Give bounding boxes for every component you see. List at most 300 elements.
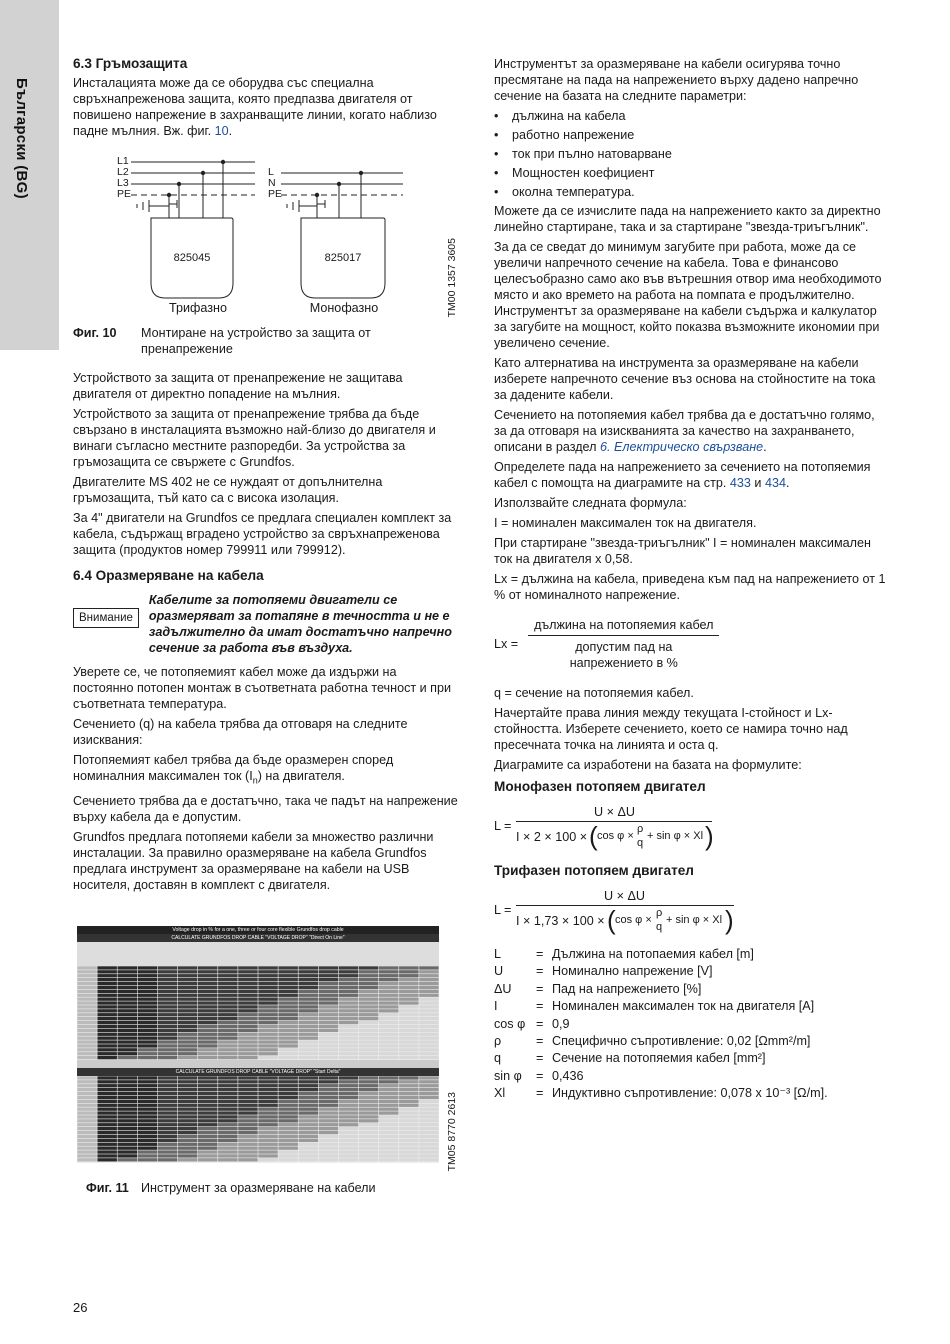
spreadsheet-cell	[238, 1048, 258, 1051]
spreadsheet-cell	[218, 1029, 238, 1032]
spreadsheet-cell	[158, 986, 178, 989]
spreadsheet-cell	[77, 1154, 97, 1157]
spreadsheet-cell	[238, 994, 258, 997]
spreadsheet-cell	[299, 1158, 319, 1161]
spreadsheet-cell	[138, 1013, 158, 1016]
spreadsheet-cell	[299, 1123, 319, 1126]
spreadsheet-cell	[218, 1092, 238, 1095]
spreadsheet-cell	[218, 1009, 238, 1012]
spreadsheet-cell	[258, 1119, 278, 1122]
spreadsheet-cell	[218, 1017, 238, 1020]
list-item: • Мощностен коефициент	[494, 165, 886, 181]
spreadsheet-cell	[278, 1080, 298, 1083]
spreadsheet-cell	[238, 1111, 258, 1114]
definition-eq: =	[536, 1033, 544, 1048]
spreadsheet-cell	[359, 1100, 379, 1103]
spreadsheet-cell	[238, 1135, 258, 1138]
spreadsheet-cell	[419, 1048, 439, 1051]
spreadsheet-cell	[258, 1135, 278, 1138]
spreadsheet-cell	[238, 1076, 258, 1079]
spreadsheet-cell	[319, 1076, 339, 1079]
spreadsheet-cell	[319, 1123, 339, 1126]
spreadsheet-cell	[138, 1044, 158, 1047]
spreadsheet-cell	[299, 970, 319, 973]
spreadsheet-cell	[319, 1135, 339, 1138]
spreadsheet-cell	[339, 1029, 359, 1032]
spreadsheet-cell	[138, 1150, 158, 1153]
spreadsheet-cell	[339, 1139, 359, 1142]
spreadsheet-cell	[359, 1009, 379, 1012]
spreadsheet-cell	[399, 1115, 419, 1118]
spreadsheet-cell	[299, 1013, 319, 1016]
spreadsheet-cell	[258, 1056, 278, 1059]
spreadsheet-cell	[77, 1108, 97, 1111]
definition-eq: =	[536, 964, 544, 979]
definition-eq: =	[536, 1068, 544, 1083]
sizing-tool-dol-title: CALCULATE GRUNDFOS DROP CABLE "VOLTAGE DROP" "Direct On Line"	[171, 935, 345, 941]
spreadsheet-cell	[198, 1088, 218, 1091]
spreadsheet-cell	[118, 1005, 138, 1008]
spreadsheet-cell	[379, 1143, 399, 1146]
figure-11-sizing-tool	[77, 926, 439, 1163]
spreadsheet-cell	[238, 1123, 258, 1126]
spreadsheet-cell	[399, 1131, 419, 1134]
spreadsheet-cell	[138, 1143, 158, 1146]
spreadsheet-cell	[258, 1131, 278, 1134]
spreadsheet-cell	[299, 1096, 319, 1099]
spreadsheet-cell	[97, 1005, 117, 1008]
spreadsheet-cell	[319, 1013, 339, 1016]
spreadsheet-cell	[118, 974, 138, 977]
spreadsheet-cell	[198, 970, 218, 973]
spreadsheet-cell	[238, 1143, 258, 1146]
spreadsheet-cell	[97, 990, 117, 993]
spreadsheet-cell	[379, 1139, 399, 1142]
spreadsheet-cell	[118, 1154, 138, 1157]
spreadsheet-cell	[77, 1135, 97, 1138]
spreadsheet-cell	[158, 1033, 178, 1036]
spreadsheet-cell	[158, 1029, 178, 1032]
spreadsheet-cell	[299, 1076, 319, 1079]
spreadsheet-cell	[299, 1131, 319, 1134]
spreadsheet-cell	[339, 1147, 359, 1150]
spreadsheet-cell	[379, 1150, 399, 1153]
spreadsheet-cell	[359, 978, 379, 981]
page-434-link[interactable]: 434	[764, 476, 786, 490]
spreadsheet-cell	[218, 966, 238, 969]
dol-input-area	[77, 942, 439, 966]
fig-10-link[interactable]: 10	[214, 124, 229, 138]
spreadsheet-cell	[218, 986, 238, 989]
spreadsheet-cell	[419, 1088, 439, 1091]
spreadsheet-cell	[77, 1147, 97, 1150]
spreadsheet-cell	[258, 986, 278, 989]
spreadsheet-cell	[319, 1092, 339, 1095]
spreadsheet-cell	[198, 1037, 218, 1040]
spreadsheet-cell	[97, 986, 117, 989]
spreadsheet-cell	[399, 1119, 419, 1122]
spreadsheet-cell	[379, 974, 399, 977]
section-6-4-title: 6.4 Оразмеряване на кабела	[73, 568, 264, 583]
spreadsheet-cell	[359, 1147, 379, 1150]
spreadsheet-cell	[77, 1025, 97, 1028]
spreadsheet-cell	[319, 1139, 339, 1142]
spreadsheet-cell	[339, 994, 359, 997]
spreadsheet-cell	[278, 1104, 298, 1107]
spreadsheet-cell	[218, 990, 238, 993]
spreadsheet-cell	[379, 1052, 399, 1055]
paragraph-voltage-drop: Сечението трябва да е достатъчно, така че падът на напрежение върху кабела да е допустим.	[73, 793, 458, 824]
label-l3: L3	[117, 177, 129, 189]
label-l1: L1	[117, 155, 129, 167]
spreadsheet-cell	[178, 970, 198, 973]
definition-txt: Сечение на потопяемия кабел [mm²]	[552, 1051, 766, 1066]
spreadsheet-cell	[218, 1131, 238, 1134]
spreadsheet-cell	[158, 1143, 178, 1146]
spreadsheet-cell	[97, 1139, 117, 1142]
spreadsheet-cell	[319, 1100, 339, 1103]
spreadsheet-cell	[359, 1080, 379, 1083]
spreadsheet-cell	[238, 1096, 258, 1099]
spreadsheet-cell	[319, 978, 339, 981]
spreadsheet-cell	[158, 1037, 178, 1040]
spreadsheet-cell	[419, 982, 439, 985]
spreadsheet-cell	[419, 1115, 439, 1118]
spreadsheet-cell	[278, 982, 298, 985]
figure-11-caption	[86, 1180, 376, 1196]
spreadsheet-cell	[379, 1158, 399, 1161]
warning-text: Кабелите за потопяеми двигатели се оразмеряват за потапяне в течността и не е задължително да имат достатъчно напречно сечение за работа във въздуха.	[148, 593, 452, 655]
spreadsheet-cell	[339, 1052, 359, 1055]
spreadsheet-cell	[178, 1076, 198, 1079]
spreadsheet-cell	[138, 1088, 158, 1091]
spreadsheet-cell	[77, 1056, 97, 1059]
spreadsheet-cell	[178, 1108, 198, 1111]
spreadsheet-cell	[138, 1123, 158, 1126]
spreadsheet-cell	[198, 1021, 218, 1024]
spreadsheet-cell	[258, 1025, 278, 1028]
spreadsheet-cell	[138, 1135, 158, 1138]
definition-sym: U	[494, 964, 504, 979]
spreadsheet-cell	[158, 1135, 178, 1138]
spreadsheet-cell	[258, 1021, 278, 1024]
definition-txt: Индуктивно съпротивление: 0,078 x 10⁻³ [Ω/m].	[552, 1086, 828, 1101]
spreadsheet-cell	[419, 1013, 439, 1016]
paragraph-cable-withstand: Уверете се, че потопяемият кабел може да издържи на постоянно потопен монтаж в съответната работна течност и при съответната температура.	[73, 665, 452, 711]
spreadsheet-cell	[77, 1040, 97, 1043]
definition-row	[494, 982, 828, 999]
spreadsheet-cell	[238, 1127, 258, 1130]
spreadsheet-cell	[178, 982, 198, 985]
spreadsheet-cell	[379, 1147, 399, 1150]
spreadsheet-cell	[399, 982, 419, 985]
spreadsheet-cell	[339, 1017, 359, 1020]
spreadsheet-cell	[238, 1001, 258, 1004]
spreadsheet-cell	[399, 1111, 419, 1114]
spreadsheet-cell	[118, 970, 138, 973]
spreadsheet-cell	[178, 1040, 198, 1043]
paragraph-diagrams-based: Диаграмите са изработени на базата на формулите:	[494, 758, 802, 772]
spreadsheet-cell	[258, 1127, 278, 1130]
spreadsheet-cell	[299, 998, 319, 1001]
spreadsheet-cell	[158, 1080, 178, 1083]
spreadsheet-cell	[278, 974, 298, 977]
spreadsheet-cell	[339, 1048, 359, 1051]
spreadsheet-cell	[379, 1005, 399, 1008]
spreadsheet-cell	[178, 986, 198, 989]
spreadsheet-cell	[97, 1158, 117, 1161]
spreadsheet-cell	[97, 1111, 117, 1114]
spreadsheet-cell	[299, 1033, 319, 1036]
spreadsheet-cell	[319, 994, 339, 997]
definition-txt: 0,436	[552, 1068, 584, 1083]
paragraph-power-quality: Сечението на потопяемия кабел трябва да е достатъчно голямо, за да отговаря на изискванията за качество на захранването, описани в раздел 6. Електрическо свързване.	[494, 408, 875, 454]
spreadsheet-cell	[198, 1076, 218, 1079]
spreadsheet-cell	[319, 986, 339, 989]
spreadsheet-cell	[158, 982, 178, 985]
spreadsheet-cell	[258, 1150, 278, 1153]
spreadsheet-cell	[198, 978, 218, 981]
label-n: N	[268, 177, 276, 189]
spreadsheet-cell	[258, 1100, 278, 1103]
spreadsheet-cell	[399, 974, 419, 977]
spreadsheet-cell	[178, 1037, 198, 1040]
spreadsheet-cell	[258, 1088, 278, 1091]
spreadsheet-cell	[118, 1021, 138, 1024]
spreadsheet-cell	[97, 1076, 117, 1079]
list-item: • работно напрежение	[494, 127, 886, 143]
spreadsheet-cell	[278, 1084, 298, 1087]
definition-row	[494, 1034, 828, 1051]
spreadsheet-cell	[158, 1104, 178, 1107]
spreadsheet-cell	[278, 1100, 298, 1103]
spreadsheet-cell	[379, 1048, 399, 1051]
spreadsheet-cell	[359, 1076, 379, 1079]
spreadsheet-cell	[359, 982, 379, 985]
spreadsheet-cell	[218, 1139, 238, 1142]
spreadsheet-cell	[118, 1139, 138, 1142]
three-phase-caption: Трифазно	[169, 301, 227, 315]
spreadsheet-cell	[138, 1115, 158, 1118]
spreadsheet-cell	[178, 1123, 198, 1126]
spreadsheet-cell	[77, 966, 97, 969]
spreadsheet-cell	[319, 1025, 339, 1028]
spreadsheet-cell	[97, 1123, 117, 1126]
spreadsheet-cell	[97, 1115, 117, 1118]
paragraph-star-delta-current: При стартиране "звезда-триъгълник" I = номинален максимален ток на двигателя x 0,58.	[494, 536, 871, 566]
spreadsheet-cell	[419, 1150, 439, 1153]
spreadsheet-cell	[118, 986, 138, 989]
spreadsheet-cell	[238, 998, 258, 1001]
spreadsheet-cell	[238, 978, 258, 981]
spreadsheet-cell	[419, 1096, 439, 1099]
spreadsheet-cell	[339, 1150, 359, 1153]
spreadsheet-cell	[118, 1158, 138, 1161]
spreadsheet-cell	[379, 1025, 399, 1028]
spreadsheet-cell	[178, 1127, 198, 1130]
spreadsheet-cell	[218, 1056, 238, 1059]
spreadsheet-cell	[218, 1001, 238, 1004]
spreadsheet-cell	[118, 966, 138, 969]
spreadsheet-cell	[419, 1052, 439, 1055]
spreadsheet-cell	[339, 1096, 359, 1099]
spreadsheet-cell	[359, 966, 379, 969]
page-433-link[interactable]: 433	[729, 476, 751, 490]
spreadsheet-cell	[118, 1147, 138, 1150]
spreadsheet-cell	[299, 1029, 319, 1032]
spreadsheet-cell	[178, 1080, 198, 1083]
spreadsheet-cell	[258, 1143, 278, 1146]
spreadsheet-cell	[359, 1131, 379, 1134]
figure-10-number: Фиг. 10	[73, 326, 117, 340]
spreadsheet-cell	[178, 1158, 198, 1161]
spreadsheet-cell	[419, 1158, 439, 1161]
spreadsheet-cell	[97, 1092, 117, 1095]
definition-eq: =	[536, 999, 544, 1014]
spreadsheet-cell	[97, 1017, 117, 1020]
spreadsheet-cell	[299, 1021, 319, 1024]
spreadsheet-cell	[198, 1048, 218, 1051]
spreadsheet-cell	[178, 1001, 198, 1004]
spreadsheet-cell	[278, 1119, 298, 1122]
spreadsheet-cell	[299, 1040, 319, 1043]
spreadsheet-cell	[138, 1080, 158, 1083]
spreadsheet-cell	[419, 1147, 439, 1150]
spreadsheet-cell	[359, 1001, 379, 1004]
spreadsheet-cell	[278, 1108, 298, 1111]
spreadsheet-cell	[419, 1143, 439, 1146]
spreadsheet-cell	[278, 970, 298, 973]
spreadsheet-cell	[339, 1123, 359, 1126]
spreadsheet-cell	[158, 974, 178, 977]
spreadsheet-cell	[158, 1119, 178, 1122]
spreadsheet-cell	[178, 1096, 198, 1099]
spreadsheet-cell	[419, 986, 439, 989]
spreadsheet-cell	[319, 970, 339, 973]
spreadsheet-cell	[158, 970, 178, 973]
spreadsheet-cell	[379, 1040, 399, 1043]
spreadsheet-cell	[138, 1154, 158, 1157]
spreadsheet-summary-row	[77, 1060, 439, 1068]
spreadsheet-cell	[238, 1017, 258, 1020]
spreadsheet-cell	[238, 1005, 258, 1008]
spreadsheet-cell	[379, 1029, 399, 1032]
spreadsheet-cell	[158, 1111, 178, 1114]
spreadsheet-cell	[399, 1139, 419, 1142]
spreadsheet-cell	[359, 1021, 379, 1024]
spreadsheet-cell	[97, 1119, 117, 1122]
spreadsheet-cell	[238, 1147, 258, 1150]
spreadsheet-cell	[97, 994, 117, 997]
spreadsheet-cell	[178, 966, 198, 969]
spreadsheet-cell	[97, 1131, 117, 1134]
spreadsheet-cell	[198, 1025, 218, 1028]
spreadsheet-cell	[77, 1119, 97, 1122]
section-6-link[interactable]: 6. Електрическо свързване	[599, 440, 764, 454]
spreadsheet-cell	[198, 1150, 218, 1153]
spreadsheet-cell	[77, 1080, 97, 1083]
spreadsheet-cell	[278, 1123, 298, 1126]
spreadsheet-cell	[319, 990, 339, 993]
spreadsheet-cell	[299, 1115, 319, 1118]
spreadsheet-cell	[118, 1025, 138, 1028]
spreadsheet-cell	[218, 1123, 238, 1126]
spreadsheet-cell	[178, 1025, 198, 1028]
spreadsheet-cell	[359, 1048, 379, 1051]
spreadsheet-cell	[399, 1037, 419, 1040]
paragraph-diagrams: Определете пада на напрежението за сечението на потопяемия кабел с помощта на диаграмите на стр. 433 и 434.	[494, 460, 871, 490]
spreadsheet-cell	[138, 1005, 158, 1008]
spreadsheet-cell	[138, 970, 158, 973]
spreadsheet-cell	[278, 1088, 298, 1091]
spreadsheet-cell	[258, 1048, 278, 1051]
spreadsheet-cell	[158, 1131, 178, 1134]
spreadsheet-cell	[178, 1135, 198, 1138]
spreadsheet-cell	[118, 1013, 138, 1016]
spreadsheet-cell	[158, 1017, 178, 1020]
spreadsheet-cell	[238, 1104, 258, 1107]
language-label: Български (BG)	[13, 78, 30, 199]
spreadsheet-cell	[258, 1096, 278, 1099]
spreadsheet-cell	[178, 1084, 198, 1087]
spreadsheet-cell	[278, 1033, 298, 1036]
spreadsheet-cell	[299, 1154, 319, 1157]
spreadsheet-cell	[118, 1115, 138, 1118]
definition-txt: Пад на напрежението [%]	[552, 981, 702, 996]
parameter-list	[494, 108, 886, 200]
spreadsheet-cell	[359, 1084, 379, 1087]
spreadsheet-cell	[278, 1040, 298, 1043]
spreadsheet-cell	[399, 1025, 419, 1028]
spreadsheet-cell	[258, 1115, 278, 1118]
spreadsheet-cell	[339, 1143, 359, 1146]
spreadsheet-cell	[178, 1009, 198, 1012]
spreadsheet-cell	[218, 1135, 238, 1138]
spreadsheet-cell	[118, 1092, 138, 1095]
spreadsheet-cell	[319, 998, 339, 1001]
spreadsheet-cell	[178, 1005, 198, 1008]
spreadsheet-cell	[258, 1013, 278, 1016]
spreadsheet-cell	[238, 986, 258, 989]
spreadsheet-cell	[299, 1056, 319, 1059]
spreadsheet-cell	[158, 966, 178, 969]
spreadsheet-cell	[258, 1111, 278, 1114]
spreadsheet-cell	[379, 986, 399, 989]
spreadsheet-cell	[198, 998, 218, 1001]
spreadsheet-cell	[359, 1005, 379, 1008]
spreadsheet-cell	[77, 1044, 97, 1047]
spreadsheet-cell	[77, 1048, 97, 1051]
spreadsheet-cell	[359, 1127, 379, 1130]
spreadsheet-cell	[359, 1154, 379, 1157]
spreadsheet-cell	[258, 1080, 278, 1083]
spreadsheet-cell	[419, 1108, 439, 1111]
spreadsheet-cell	[198, 1135, 218, 1138]
spreadsheet-cell	[278, 1154, 298, 1157]
spreadsheet-cell	[319, 1056, 339, 1059]
spreadsheet-cell	[97, 1147, 117, 1150]
definition-eq: =	[536, 947, 544, 961]
spreadsheet-cell	[299, 1005, 319, 1008]
spreadsheet-cell	[158, 1009, 178, 1012]
spreadsheet-cell	[97, 1033, 117, 1036]
spreadsheet-cell	[379, 1013, 399, 1016]
spreadsheet-cell	[339, 1080, 359, 1083]
spreadsheet-cell	[178, 1033, 198, 1036]
paragraph-grundfos-tool: Grundfos предлага потопяеми кабели за множество различни инсталации. За правилно оразмеряване на кабела Grundfos предлага инструмент за оразмеряване на кабели на USB носителя, доставян в комплект с двигателя.	[73, 829, 434, 892]
spreadsheet-cell	[399, 1021, 419, 1024]
definition-eq: =	[536, 981, 544, 996]
